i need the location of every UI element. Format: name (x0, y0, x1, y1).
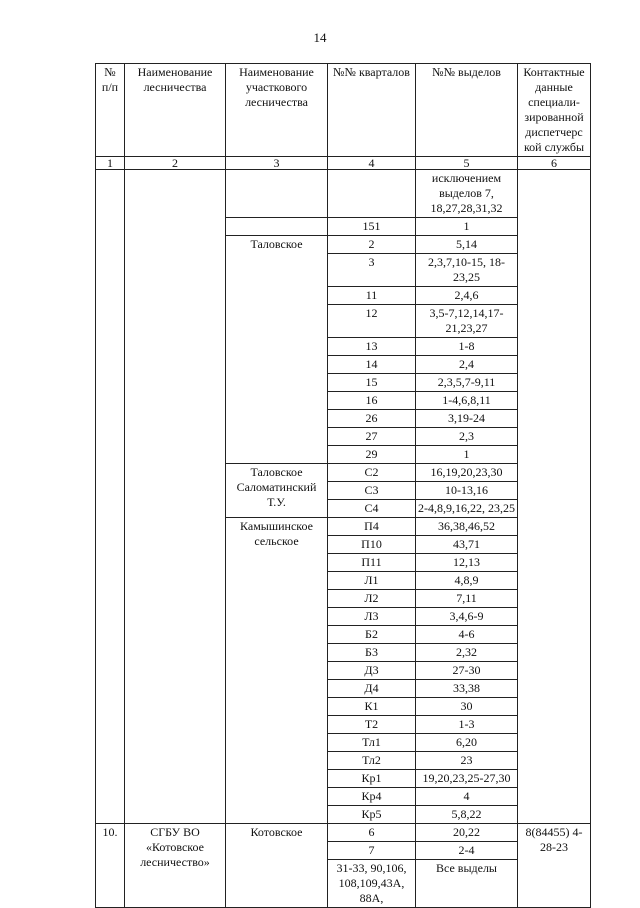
quarter-cell: 6 (328, 824, 416, 842)
quarter-cell: Д3 (328, 662, 416, 680)
quarter-cell: 3 (328, 254, 416, 287)
vydel-cell: исключением выделов 7, 18,27,28,31,32 (416, 170, 518, 218)
vydel-cell: 2-4,8,9,16,22, 23,25 (416, 500, 518, 518)
quarter-cell: Т2 (328, 716, 416, 734)
col-number-5: 5 (416, 157, 518, 170)
quarter-cell: Б2 (328, 626, 416, 644)
quarter-cell: 7 (328, 842, 416, 860)
vydel-cell: 2,3 (416, 428, 518, 446)
vydel-cell: 2,32 (416, 644, 518, 662)
vydel-cell: 3,4,6-9 (416, 608, 518, 626)
quarter-cell: П11 (328, 554, 416, 572)
vydel-cell: 2,3,7,10-15, 18-23,25 (416, 254, 518, 287)
quarter-cell: Д4 (328, 680, 416, 698)
quarter-cell: 12 (328, 305, 416, 338)
vydel-cell: 10-13,16 (416, 482, 518, 500)
quarter-cell: Б3 (328, 644, 416, 662)
table-body (96, 170, 591, 908)
vydel-cell: 4 (416, 788, 518, 806)
vydel-cell: 6,20 (416, 734, 518, 752)
vydel-cell: 1-8 (416, 338, 518, 356)
quarter-cell: 2 (328, 236, 416, 254)
contact-cell (518, 170, 591, 824)
table-row (96, 824, 591, 842)
vydel-cell: 1-4,6,8,11 (416, 392, 518, 410)
quarter-cell: П4 (328, 518, 416, 536)
col-number-3: 3 (226, 157, 328, 170)
vydel-cell: 20,22 (416, 824, 518, 842)
vydel-cell: 4,8,9 (416, 572, 518, 590)
quarter-cell: 14 (328, 356, 416, 374)
quarter-cell: 151 (328, 218, 416, 236)
vydel-cell: 1-3 (416, 716, 518, 734)
vydel-cell: 4-6 (416, 626, 518, 644)
vydel-cell: 5,14 (416, 236, 518, 254)
header-col-vydels: №№ выделов (416, 64, 518, 157)
vydel-cell: 3,5-7,12,14,17-21,23,27 (416, 305, 518, 338)
vydel-cell: 2,4 (416, 356, 518, 374)
header-col-district: Наименование участкового лесничества (226, 64, 328, 157)
vydel-cell: 2,4,6 (416, 287, 518, 305)
row-number-cell (96, 170, 125, 824)
quarter-cell: С3 (328, 482, 416, 500)
quarter-cell: 29 (328, 446, 416, 464)
vydel-cell: 16,19,20,23,30 (416, 464, 518, 482)
quarter-cell: 26 (328, 410, 416, 428)
quarter-cell: 16 (328, 392, 416, 410)
table-row (96, 170, 591, 218)
quarter-cell: 27 (328, 428, 416, 446)
forestry-name-cell: СГБУ ВО «Котовское лесничество» (125, 824, 226, 908)
quarter-cell: П10 (328, 536, 416, 554)
district-cell: Котовское (226, 824, 328, 908)
district-cell: Камышинское сельское (226, 518, 328, 824)
vydel-cell: 7,11 (416, 590, 518, 608)
quarter-cell: 31-33, 90,106, 108,109,43А, 88А, (328, 860, 416, 908)
vydel-cell: 43,71 (416, 536, 518, 554)
vydel-cell: Все выделы (416, 860, 518, 908)
col-number-6: 6 (518, 157, 591, 170)
header-col-quarters: №№ кварталов (328, 64, 416, 157)
header-col-contacts: Контактные данные специали-зированной диспетчерс кой службы (518, 64, 591, 157)
vydel-cell: 2-4 (416, 842, 518, 860)
quarter-cell: Тл1 (328, 734, 416, 752)
vydel-cell: 5,8,22 (416, 806, 518, 824)
district-cell: Таловское (226, 236, 328, 464)
quarter-cell: 13 (328, 338, 416, 356)
contact-cell: 8(84455) 4-28-23 (518, 824, 591, 908)
row-number-cell: 10. (96, 824, 125, 908)
quarter-cell: Кр4 (328, 788, 416, 806)
quarter-cell: 15 (328, 374, 416, 392)
quarter-cell: С2 (328, 464, 416, 482)
column-number-row (96, 157, 591, 170)
forestry-table (95, 63, 591, 908)
quarter-cell (328, 170, 416, 218)
vydel-cell: 19,20,23,25-27,30 (416, 770, 518, 788)
vydel-cell: 3,19-24 (416, 410, 518, 428)
quarter-cell: Тл2 (328, 752, 416, 770)
vydel-cell: 1 (416, 218, 518, 236)
header-col-forestry: Наименование лесничества (125, 64, 226, 157)
table-header-row (96, 64, 591, 157)
quarter-cell: Кр1 (328, 770, 416, 788)
vydel-cell: 27-30 (416, 662, 518, 680)
col-number-4: 4 (328, 157, 416, 170)
quarter-cell: С4 (328, 500, 416, 518)
vydel-cell: 1 (416, 446, 518, 464)
vydel-cell: 2,3,5,7-9,11 (416, 374, 518, 392)
col-number-2: 2 (125, 157, 226, 170)
forestry-name-cell (125, 170, 226, 824)
vydel-cell: 23 (416, 752, 518, 770)
district-cell (226, 170, 328, 218)
quarter-cell: К1 (328, 698, 416, 716)
vydel-cell: 30 (416, 698, 518, 716)
col-number-1: 1 (96, 157, 125, 170)
district-cell (226, 218, 328, 236)
quarter-cell: 11 (328, 287, 416, 305)
quarter-cell: Л3 (328, 608, 416, 626)
district-cell: Таловское Саломатинский Т.У. (226, 464, 328, 518)
vydel-cell: 12,13 (416, 554, 518, 572)
header-col-number: № п/п (96, 64, 125, 157)
quarter-cell: Л2 (328, 590, 416, 608)
quarter-cell: Л1 (328, 572, 416, 590)
quarter-cell: Кр5 (328, 806, 416, 824)
vydel-cell: 36,38,46,52 (416, 518, 518, 536)
page-number: 14 (313, 30, 327, 45)
vydel-cell: 33,38 (416, 680, 518, 698)
